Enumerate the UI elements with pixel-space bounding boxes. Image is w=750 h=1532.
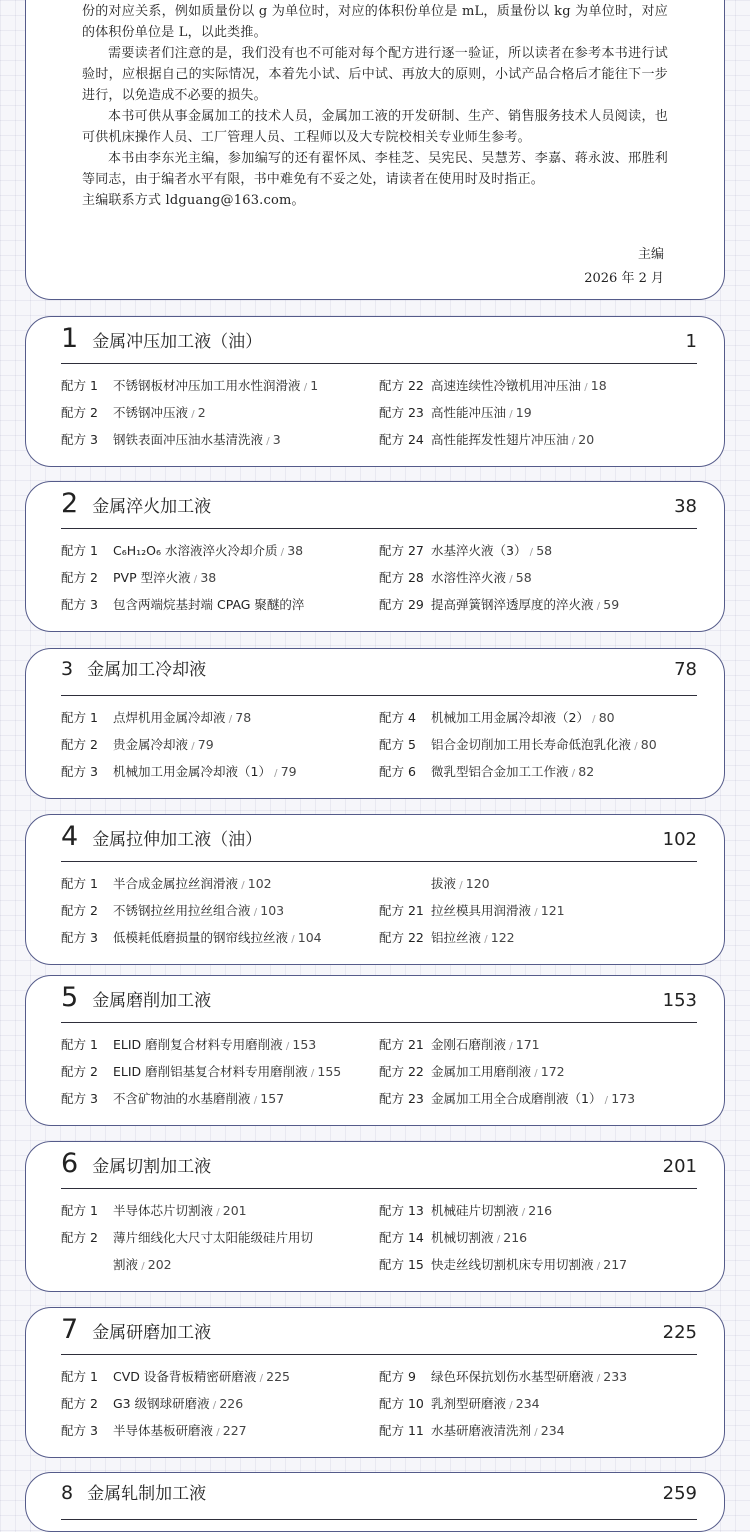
entry-label: 配方 15 (379, 1257, 424, 1272)
entry-title: 微乳型铝合金加工工作液 (431, 764, 569, 779)
entry-title: 贵金属冷却液 (113, 737, 189, 752)
preface-signature-block (584, 243, 664, 291)
toc-entry[interactable] (379, 372, 697, 399)
entry-label: 配方 28 (379, 570, 424, 585)
entry-title: 割液 (113, 1257, 139, 1272)
entry-page: / 78 (226, 710, 252, 725)
entry-page: / 79 (271, 764, 297, 779)
entry-page: / 172 (531, 1064, 565, 1079)
chapter-number: 2 (61, 488, 79, 519)
chapter-card-4[interactable] (25, 814, 725, 965)
chapter-page: 102 (662, 829, 697, 850)
entry-page: / 201 (213, 1203, 247, 1218)
entry-label: 配方 2 (61, 1064, 98, 1079)
entry-title: 铝合金切削加工用长寿命低泡乳化液 (431, 737, 632, 752)
entry-page: / 155 (308, 1064, 342, 1079)
chapter-page: 1 (685, 331, 697, 352)
toc-entry[interactable] (379, 704, 697, 731)
chapter-heading[interactable] (61, 1308, 697, 1355)
chapter-entries (61, 1197, 697, 1278)
entry-title: 提高弹簧钢淬透厚度的淬火液 (431, 597, 594, 612)
entry-label: 配方 2 (61, 570, 98, 585)
chapter-page: 225 (662, 1322, 697, 1343)
entry-title: 机械切割液 (431, 1230, 494, 1245)
entry-label: 配方 14 (379, 1230, 424, 1245)
chapter-card-2[interactable] (25, 481, 725, 632)
entry-page: / 58 (526, 543, 552, 558)
toc-entry[interactable] (61, 564, 379, 591)
toc-entry[interactable] (379, 1390, 697, 1417)
toc-entry[interactable] (379, 1197, 697, 1224)
chapter-entries (61, 1031, 697, 1112)
entry-title: 半合成金属拉丝润滑液 (113, 876, 239, 891)
chapter-page: 201 (662, 1156, 697, 1177)
toc-entry[interactable] (61, 372, 379, 399)
entry-label: 配方 3 (61, 597, 98, 612)
chapter-number: 5 (61, 982, 79, 1013)
entry-title: 水溶性淬火液 (431, 570, 507, 585)
chapter-card-7[interactable] (25, 1307, 725, 1458)
entry-title: 不含矿物油的水基磨削液 (113, 1091, 251, 1106)
toc-entry[interactable] (61, 758, 379, 785)
toc-entry[interactable] (379, 564, 697, 591)
entry-title: 拉丝模具用润滑液 (431, 903, 532, 918)
entry-page: / 102 (238, 876, 272, 891)
toc-entry[interactable] (379, 731, 697, 758)
entry-title: 乳剂型研磨液 (431, 1396, 507, 1411)
toc-entry[interactable] (379, 758, 697, 785)
entry-title: PVP 型淬火液 (113, 570, 191, 585)
entry-label: 配方 24 (379, 432, 424, 447)
preface-paragraph: 本书由李东光主编，参加编写的还有翟怀凤、李桂芝、吴宪民、吴慧芳、李嘉、蒋永波、邢胜利等同志，由于编者水平有限，书中难免有不妥之处，请读者在使用时及时指正。 (82, 151, 668, 187)
entry-label: 配方 1 (61, 378, 98, 393)
chapter-number: 1 (61, 323, 79, 354)
entry-title: 钢铁表面冲压油水基清洗液 (113, 432, 264, 447)
chapter-heading[interactable] (61, 1142, 697, 1189)
entry-title: 半导体基板研磨液 (113, 1423, 214, 1438)
chapter-page: 38 (674, 496, 697, 517)
entry-title: 不锈钢冲压液 (113, 405, 189, 420)
chapter-heading[interactable] (61, 317, 697, 364)
toc-entry[interactable] (379, 1058, 697, 1085)
entry-page: / 19 (506, 405, 532, 420)
entry-page: / 20 (569, 432, 595, 447)
chapter-title: 金属拉伸加工液（油） (92, 830, 263, 850)
chapter-heading[interactable] (61, 976, 697, 1023)
entry-column-left (61, 537, 379, 618)
toc-entry[interactable] (61, 1085, 379, 1112)
entry-page: / 80 (589, 710, 615, 725)
preface-paragraph: 份的对应关系，例如质量份以 g 为单位时，对应的体积份单位是 mL，质量份以 kg 为单位时，对应的体积份单位是 L，以此类推。 (82, 4, 668, 40)
entry-label: 配方 3 (61, 764, 98, 779)
chapter-card-1[interactable] (25, 316, 725, 467)
entry-label: 配方 27 (379, 543, 424, 558)
entry-label: 配方 22 (379, 378, 424, 393)
toc-entry[interactable] (379, 1085, 697, 1112)
entry-label: 配方 9 (379, 1369, 416, 1384)
entry-page: / 233 (594, 1369, 628, 1384)
entry-page: / 3 (263, 432, 281, 447)
entry-page: / 171 (506, 1037, 540, 1052)
toc-entry[interactable] (61, 537, 379, 564)
chapter-page: 259 (662, 1483, 697, 1504)
chapter-page: 153 (662, 990, 697, 1011)
entry-page: / 227 (213, 1423, 247, 1438)
entry-title: 包含两端烷基封端 CPAG 聚醚的淬 (113, 597, 305, 612)
entry-label: 配方 29 (379, 597, 424, 612)
entry-label: 配方 5 (379, 737, 416, 752)
toc-entry[interactable] (379, 924, 697, 951)
entry-page: / 120 (456, 876, 490, 891)
entry-label: 配方 1 (61, 1037, 98, 1052)
entry-label: 配方 22 (379, 930, 424, 945)
chapter-title: 金属轧制加工液 (87, 1484, 207, 1504)
entry-page: / 234 (531, 1423, 565, 1438)
toc-entry[interactable] (61, 1417, 379, 1444)
toc-entry[interactable] (61, 426, 379, 453)
entry-page: / 217 (594, 1257, 628, 1272)
chapter-card-3[interactable] (25, 648, 725, 799)
entry-title: ELID 磨削复合材料专用磨削液 (113, 1037, 283, 1052)
entry-page: / 121 (531, 903, 565, 918)
entry-page: / 103 (251, 903, 285, 918)
entry-title: G3 级钢球研磨液 (113, 1396, 210, 1411)
entry-label: 配方 1 (61, 543, 98, 558)
toc-entry[interactable] (61, 1251, 379, 1278)
entry-column-left (61, 704, 379, 785)
entry-page: / 173 (601, 1091, 635, 1106)
toc-entry[interactable] (61, 731, 379, 758)
chapter-entries (61, 372, 697, 453)
chapter-card-6[interactable] (25, 1141, 725, 1292)
entry-title: 低模耗低磨损量的钢帘线拉丝液 (113, 930, 289, 945)
toc-entry[interactable] (379, 426, 697, 453)
entry-title: 不锈钢拉丝用拉丝组合液 (113, 903, 251, 918)
preface-card (25, 0, 725, 300)
chapter-card-5[interactable] (25, 975, 725, 1126)
toc-entry[interactable] (379, 537, 697, 564)
toc-entry[interactable] (61, 704, 379, 731)
chapter-number: 4 (61, 821, 79, 852)
entry-label: 配方 21 (379, 1037, 424, 1052)
entry-label: 配方 2 (61, 737, 98, 752)
entry-column-left (61, 1031, 379, 1112)
entry-page: / 216 (519, 1203, 553, 1218)
chapter-title: 金属加工冷却液 (87, 660, 207, 680)
entry-page: / 216 (494, 1230, 528, 1245)
entry-label: 配方 2 (61, 1396, 98, 1411)
toc-entry[interactable] (61, 1363, 379, 1390)
toc-entry[interactable] (61, 1197, 379, 1224)
entry-column-right (379, 1197, 697, 1278)
entry-title: 水基研磨液清洗剂 (431, 1423, 532, 1438)
toc-entry[interactable] (61, 399, 379, 426)
chapter-heading[interactable] (61, 1473, 697, 1520)
toc-entry[interactable] (379, 897, 697, 924)
entry-column-left (61, 372, 379, 453)
chapter-heading[interactable] (61, 482, 697, 529)
entry-title: 高性能冲压油 (431, 405, 507, 420)
entry-page: / 2 (188, 405, 206, 420)
entry-column-left (61, 870, 379, 951)
entry-column-right (379, 1363, 697, 1444)
entry-label: 配方 3 (61, 1091, 98, 1106)
entry-title: ELID 磨削铝基复合材料专用磨削液 (113, 1064, 308, 1079)
chapter-number: 7 (61, 1314, 79, 1345)
entry-title: 水基淬火液（3） (431, 543, 527, 558)
entry-column-right (379, 870, 697, 951)
preface-signature: 主编 (637, 247, 664, 262)
entry-page: / 225 (256, 1369, 290, 1384)
chapter-entries (61, 1363, 697, 1444)
entry-page: / 80 (631, 737, 657, 752)
toc-entry[interactable] (61, 897, 379, 924)
entry-page: / 157 (251, 1091, 285, 1106)
chapter-entries (61, 537, 697, 618)
entry-column-right (379, 372, 697, 453)
entry-label: 配方 2 (61, 1230, 98, 1245)
entry-page: / 82 (569, 764, 595, 779)
entry-title: 点焊机用金属冷却液 (113, 710, 226, 725)
entry-title: 机械加工用金属冷却液（1） (113, 764, 271, 779)
entry-label: 配方 3 (61, 930, 98, 945)
entry-label: 配方 1 (61, 876, 98, 891)
entry-title: 半导体芯片切割液 (113, 1203, 214, 1218)
entry-page: / 234 (506, 1396, 540, 1411)
chapter-heading[interactable] (61, 649, 697, 696)
entry-column-left (61, 1197, 379, 1278)
preface-paragraph: 需要读者们注意的是，我们没有也不可能对每个配方进行逐一验证，所以读者在参考本书进行试验时，应根据自己的实际情况，本着先小试、后中试、再放大的原则，小试产品合格后才能往下一步进行，以免造成不必要的损失。 (82, 46, 668, 103)
entry-title: 不锈钢板材冲压加工用水性润滑液 (113, 378, 301, 393)
entry-title: CVD 设备背板精密研磨液 (113, 1369, 257, 1384)
toc-entry[interactable] (379, 1031, 697, 1058)
entry-column-right (379, 537, 697, 618)
chapter-number: 6 (61, 1148, 79, 1179)
entry-title: 高速连续性冷镦机用冲压油 (431, 378, 582, 393)
entry-title: 金刚石磨削液 (431, 1037, 507, 1052)
entry-label: 配方 4 (379, 710, 416, 725)
entry-title: 铝拉丝液 (431, 930, 482, 945)
toc-entry[interactable] (379, 591, 697, 618)
entry-label: 配方 21 (379, 903, 424, 918)
toc-entry[interactable] (379, 1224, 697, 1251)
chapter-title: 金属切割加工液 (92, 1157, 212, 1177)
entry-page: / 79 (188, 737, 214, 752)
entry-label: 配方 23 (379, 405, 424, 420)
entry-label: 配方 1 (61, 710, 98, 725)
entry-title: 绿色环保抗划伤水基型研磨液 (431, 1369, 594, 1384)
chapter-heading[interactable] (61, 815, 697, 862)
entry-title: C₆H₁₂O₆ 水溶液淬火冷却介质 (113, 543, 278, 558)
chapter-page: 78 (674, 659, 697, 680)
chapter-entries (61, 704, 697, 785)
chapter-title: 金属淬火加工液 (92, 497, 212, 517)
entry-page: / 59 (594, 597, 620, 612)
toc-entry[interactable] (379, 1251, 697, 1278)
chapter-title: 金属研磨加工液 (92, 1323, 212, 1343)
toc-entry[interactable] (61, 1390, 379, 1417)
chapter-title: 金属磨削加工液 (92, 991, 212, 1011)
entry-page: / 202 (138, 1257, 172, 1272)
toc-entry[interactable] (379, 1417, 697, 1444)
entry-page: / 104 (288, 930, 322, 945)
entry-label: 配方 22 (379, 1064, 424, 1079)
entry-label: 配方 1 (61, 1369, 98, 1384)
entry-page: / 122 (481, 930, 515, 945)
entry-title: 金属加工用磨削液 (431, 1064, 532, 1079)
entry-title: 拔液 (431, 876, 457, 891)
toc-entry[interactable] (379, 870, 697, 897)
entry-title: 金属加工用全合成磨削液（1） (431, 1091, 602, 1106)
entry-label: 配方 3 (61, 432, 98, 447)
toc-entry[interactable] (61, 924, 379, 951)
chapter-title: 金属冲压加工液（油） (92, 332, 263, 352)
toc-entry[interactable] (61, 1058, 379, 1085)
entry-title: 薄片细线化大尺寸太阳能级硅片用切 (113, 1230, 314, 1245)
entry-column-right (379, 1031, 697, 1112)
toc-entry[interactable] (61, 1031, 379, 1058)
entry-label: 配方 23 (379, 1091, 424, 1106)
entry-page: / 1 (301, 378, 319, 393)
entry-label: 配方 3 (61, 1423, 98, 1438)
entry-page: / 18 (581, 378, 607, 393)
entry-label: 配方 10 (379, 1396, 424, 1411)
entry-title: 机械硅片切割液 (431, 1203, 519, 1218)
chapter-number: 8 (61, 1482, 74, 1504)
chapter-entries (61, 870, 697, 951)
entry-title: 高性能挥发性翅片冲压油 (431, 432, 569, 447)
entry-label: 配方 6 (379, 764, 416, 779)
entry-label: 配方 11 (379, 1423, 424, 1438)
preface-contact: 主编联系方式 ldguang@163.com。 (82, 193, 305, 208)
entry-label: 配方 2 (61, 903, 98, 918)
entry-column-left (61, 1363, 379, 1444)
preface-date: 2026 年 2 月 (584, 271, 664, 286)
entry-column-right (379, 704, 697, 785)
entry-page: / 58 (506, 570, 532, 585)
entry-label: 配方 1 (61, 1203, 98, 1218)
entry-title: 快走丝线切割机床专用切割液 (431, 1257, 594, 1272)
toc-entry[interactable] (61, 1224, 379, 1251)
chapter-number: 3 (61, 658, 74, 680)
entry-label: 配方 2 (61, 405, 98, 420)
entry-page: / 226 (210, 1396, 244, 1411)
entry-page: / 38 (191, 570, 217, 585)
chapter-card-8[interactable] (25, 1472, 725, 1532)
toc-entry[interactable] (379, 399, 697, 426)
entry-title: 机械加工用金属冷却液（2） (431, 710, 589, 725)
toc-entry[interactable] (61, 591, 379, 618)
entry-label: 配方 13 (379, 1203, 424, 1218)
entry-page: / 38 (277, 543, 303, 558)
entry-page: / 153 (283, 1037, 317, 1052)
toc-entry[interactable] (61, 870, 379, 897)
preface-paragraph: 本书可供从事金属加工的技术人员，金属加工液的开发研制、生产、销售服务技术人员阅读，也可供机床操作人员、工厂管理人员、工程师以及大专院校相关专业师生参考。 (82, 109, 668, 145)
toc-entry[interactable] (379, 1363, 697, 1390)
